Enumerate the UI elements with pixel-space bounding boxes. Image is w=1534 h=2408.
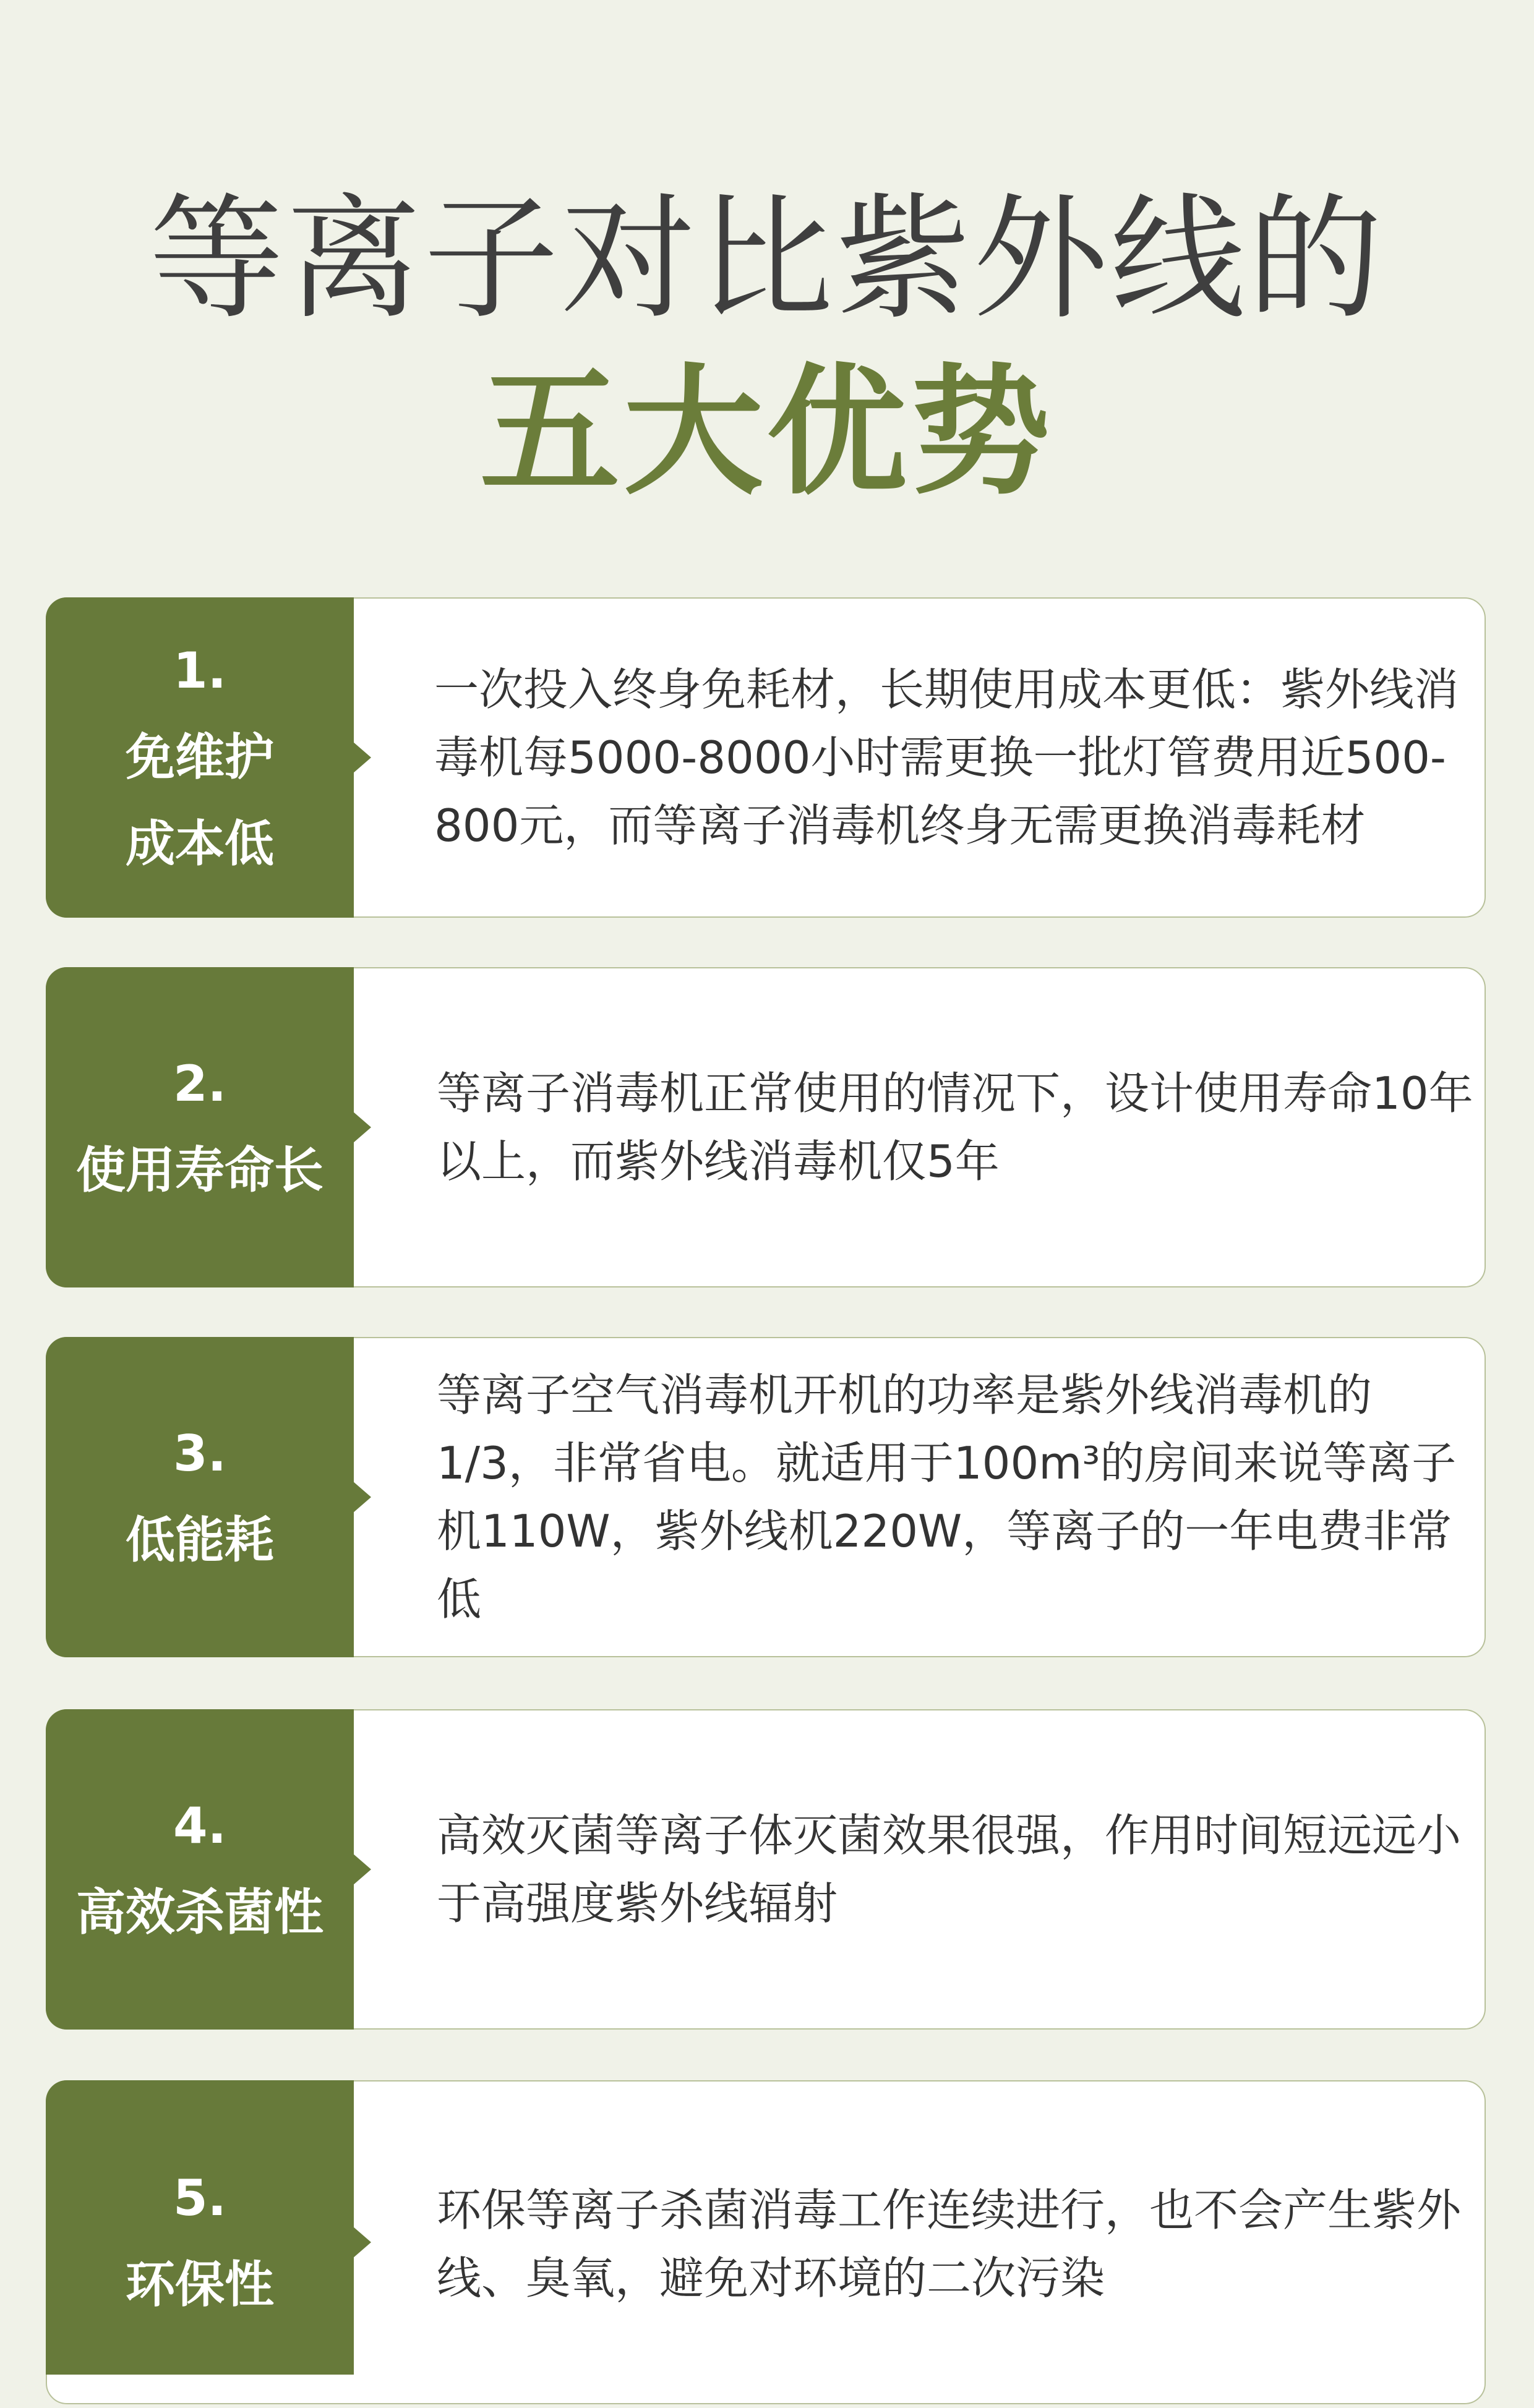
card-description-text: 环保等离子杀菌消毒工作连续进行，也不会产生紫外线、臭氧，避免对环境的二次污染 [437, 2184, 1462, 2304]
card-description [437, 1337, 1482, 1657]
card-description [437, 967, 1482, 1287]
card-number: 3. [173, 1425, 227, 1482]
card-description-text: 一次投入终身免耗材，长期使用成本更低：紫外线消毒机每5000-8000小时需更换一批灯管费用近500-800元，而等离子消毒机终身无需更换消毒耗材 [434, 664, 1459, 852]
card-tab-arrow [353, 2226, 371, 2258]
card-tab-arrow [353, 1111, 371, 1143]
card-description-text: 高效灭菌等离子体灭菌效果很强，作用时间短远远小于高强度紫外线辐射 [437, 1809, 1462, 1929]
card-description [434, 597, 1480, 918]
card-label-line: 免维护 [126, 728, 274, 786]
card-tab-text [46, 2081, 354, 2402]
card-label-line: 高效杀菌性 [76, 1884, 324, 1941]
card-description-text: 等离子空气消毒机开机的功率是紫外线消毒机的1/3，非常省电。就适用于100m³的房间来说等离子机110W，紫外线机220W，等离子的一年电费非常低 [437, 1369, 1457, 1625]
card-label-line: 使用寿命长 [76, 1142, 324, 1199]
advantage-card-3 [46, 1337, 1486, 1657]
card-number: 1. [173, 642, 227, 699]
advantage-card-2 [46, 967, 1486, 1287]
advantage-card-1 [46, 597, 1486, 918]
page-title-line2: 五大优势 [479, 351, 1054, 514]
card-tab-text [46, 967, 354, 1287]
card-tab-arrow [353, 1481, 371, 1513]
card-label-line: 低能耗 [126, 1511, 274, 1569]
card-tab-text [46, 597, 354, 918]
card-tab-text [46, 1709, 354, 2030]
card-description [437, 2080, 1482, 2408]
card-tab-arrow [353, 1853, 371, 1885]
card-tab-text [46, 1337, 354, 1657]
card-number: 4. [173, 1797, 227, 1855]
advantage-card-5 [46, 2080, 1486, 2375]
card-label-line: 环保性 [126, 2256, 274, 2313]
advantage-card-4 [46, 1709, 1486, 2030]
card-label-line: 成本低 [126, 815, 274, 873]
card-description-text: 等离子消毒机正常使用的情况下，设计使用寿命10年以上，而紫外线消毒机仅5年 [437, 1067, 1473, 1187]
card-number: 2. [173, 1055, 227, 1112]
card-number: 5. [173, 2169, 227, 2227]
page-title-line1: 等离子对比紫外线的 [149, 181, 1385, 338]
card-tab-arrow [353, 741, 371, 774]
card-description [437, 1709, 1482, 2030]
